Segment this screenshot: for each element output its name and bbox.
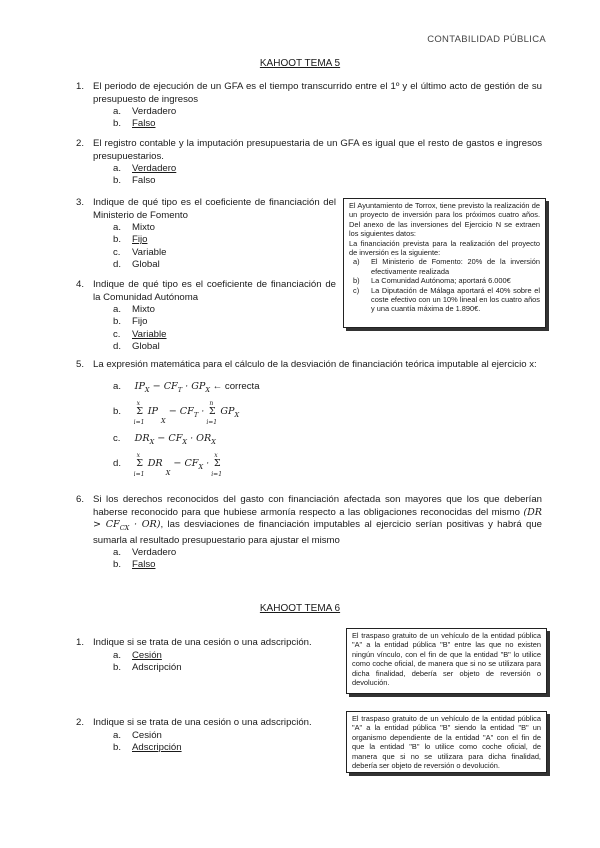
option-b-correct: b. Fijo bbox=[113, 234, 148, 246]
question-t6-2 bbox=[76, 717, 338, 754]
question-number: 2. bbox=[76, 138, 85, 149]
question-number: 6. bbox=[76, 494, 85, 505]
question-2 bbox=[76, 138, 542, 188]
option-b: b. Adscripción bbox=[113, 661, 182, 673]
question-text: Indique de qué tipo es el coeficiente de financiación de la Comunidad Autónoma bbox=[93, 279, 336, 303]
option-b-formula: b. Σ x i=1 IP $_X - CF_T \cdot \Sigma$ n i=1 $GP_X$ bbox=[113, 400, 240, 426]
context-box-torrox bbox=[343, 198, 546, 328]
question-text: Indique si se trata de una cesión o una adscripción. bbox=[93, 637, 312, 648]
section-title-tema5: KAHOOT TEMA 5 bbox=[259, 58, 341, 69]
question-number: 3. bbox=[76, 197, 85, 208]
question-text: Si los derechos reconocidos del gasto con financiación afectada son mayores que los que deberían haberse reconocido para que hubiese armonía respecto a las obligaciones reconocidas del mismo $(DR > CF_{CX} \cdot OR)$, las desviaciones de financiación imputables al ejercicio serían positivas y habrá que sumarla al resultado presupuestario para ajustar el mismo bbox=[93, 494, 542, 546]
section-title-tema6: KAHOOT TEMA 6 bbox=[259, 603, 341, 614]
option-d-formula: d. Σ x i=1 DR $_X - CF_X \cdot \Sigma$ x i=1 bbox=[113, 452, 223, 478]
option-a-formula: a. $IP_X - CF_T \cdot GP_X$ ← correcta bbox=[113, 381, 260, 394]
question-6 bbox=[76, 494, 542, 572]
formula-d: Σ x i=1 DR $_X - CF_X \cdot \Sigma$ x i=1 bbox=[133, 452, 223, 478]
option-b-correct: b. Falso bbox=[113, 559, 156, 571]
option-c-formula: c. $DR_X - CF_X \cdot OR_X$ bbox=[113, 433, 216, 446]
inline-formula: $(DR > CF_{CX} \cdot OR)$ bbox=[93, 506, 542, 532]
question-number: 4. bbox=[76, 279, 85, 290]
box-item-b: b) La Comunidad Autónoma; aportará 6.000€ bbox=[353, 276, 511, 286]
box-lead: La financiación prevista para la realización del proyecto de inversión es la siguiente: bbox=[349, 238, 540, 258]
formula-a: $IP_X - CF_T \cdot GP_X$ bbox=[134, 381, 210, 394]
formula-c: $DR_X - CF_X \cdot OR_X$ bbox=[134, 433, 216, 446]
question-number: 1. bbox=[76, 637, 85, 648]
box-item-a: a) El Ministerio de Fomento: 20% de la inversión efectivamente realizada bbox=[353, 257, 540, 276]
question-text: Indique si se trata de una cesión o una adscripción. bbox=[93, 717, 312, 728]
question-text: La expresión matemática para el cálculo de la desviación de financiación teórica imputable al ejercicio x: bbox=[93, 359, 537, 370]
option-b: b. Fijo bbox=[113, 316, 148, 328]
question-number: 1. bbox=[76, 81, 85, 92]
box-financing-list bbox=[349, 257, 540, 313]
option-a: a. Cesión bbox=[113, 729, 162, 741]
question-4 bbox=[76, 279, 336, 354]
question-5 bbox=[76, 359, 542, 372]
context-box-adscripcion: El traspaso gratuito de un vehículo de la entidad pública "A" a la entidad pública "B" siendo la entidad "B" un organismo dependiente de la entidad "A" con el fin de que la entidad "B" lo utilice como coche oficial, de manera que si no se utilizara para dicha finalidad, debería ser objeto de reversión o devolución. bbox=[346, 711, 547, 773]
question-text: El periodo de ejecución de un GFA es el tiempo transcurrido entre el 1º y el último acto de gestión de su presupuesto de ingresos bbox=[93, 81, 542, 105]
question-text: El registro contable y la imputación presupuestaria de un GFA es igual que el resto de gastos e ingresos presupuestarios. bbox=[93, 138, 542, 162]
option-b-correct: b. Falso bbox=[113, 118, 156, 130]
option-a: a. Verdadero bbox=[113, 106, 177, 117]
option-b: b. Falso bbox=[113, 175, 156, 187]
option-a-correct: a. Verdadero bbox=[113, 163, 177, 174]
correct-note: ← correcta bbox=[212, 381, 260, 392]
question-t6-1 bbox=[76, 637, 338, 674]
document-header: CONTABILIDAD PÚBLICA bbox=[427, 34, 546, 45]
box-intro: El Ayuntamiento de Torrox, tiene previsto la realización de un proyecto de inversión para los próximos cuatro años. Del anexo de las inversiones del Ejercicio N se extraen los siguientes datos: bbox=[349, 201, 540, 239]
option-d: d. Global bbox=[113, 341, 160, 353]
option-c: c. Variable bbox=[113, 246, 167, 258]
option-a-correct: a. Cesión bbox=[113, 649, 162, 661]
context-box-cesion: El traspaso gratuito de un vehículo de la entidad pública "A" a la entidad pública "B" entre las que no existen ningún vínculo, con el fin de que la entidad "B" lo utilice como coche oficial, de manera que si no se utilizara para dicha finalidad, debería ser objeto de reversión o devolución. bbox=[346, 628, 547, 694]
option-a: a. Verdadero bbox=[113, 547, 177, 558]
question-text: Indique de qué tipo es el coeficiente de financiación del Ministerio de Fomento bbox=[93, 197, 336, 221]
question-number: 2. bbox=[76, 717, 85, 728]
option-c-correct: c. Variable bbox=[113, 328, 167, 340]
formula-b: Σ x i=1 IP $_X - CF_T \cdot \Sigma$ n i=1 $GP_X$ bbox=[133, 400, 240, 426]
option-b-correct: b. Adscripción bbox=[113, 741, 182, 753]
question-number: 5. bbox=[76, 359, 85, 370]
question-3 bbox=[76, 197, 336, 272]
box-item-c: c) La Diputación de Málaga aportará el 40% sobre el coste efectivo con un 10% lineal en los cuatro años y una cuantía máxima de 1.890€. bbox=[353, 285, 540, 314]
option-a: a. Mixto bbox=[113, 222, 155, 233]
question-1 bbox=[76, 81, 542, 131]
option-a: a. Mixto bbox=[113, 304, 155, 315]
option-d: d. Global bbox=[113, 259, 160, 271]
